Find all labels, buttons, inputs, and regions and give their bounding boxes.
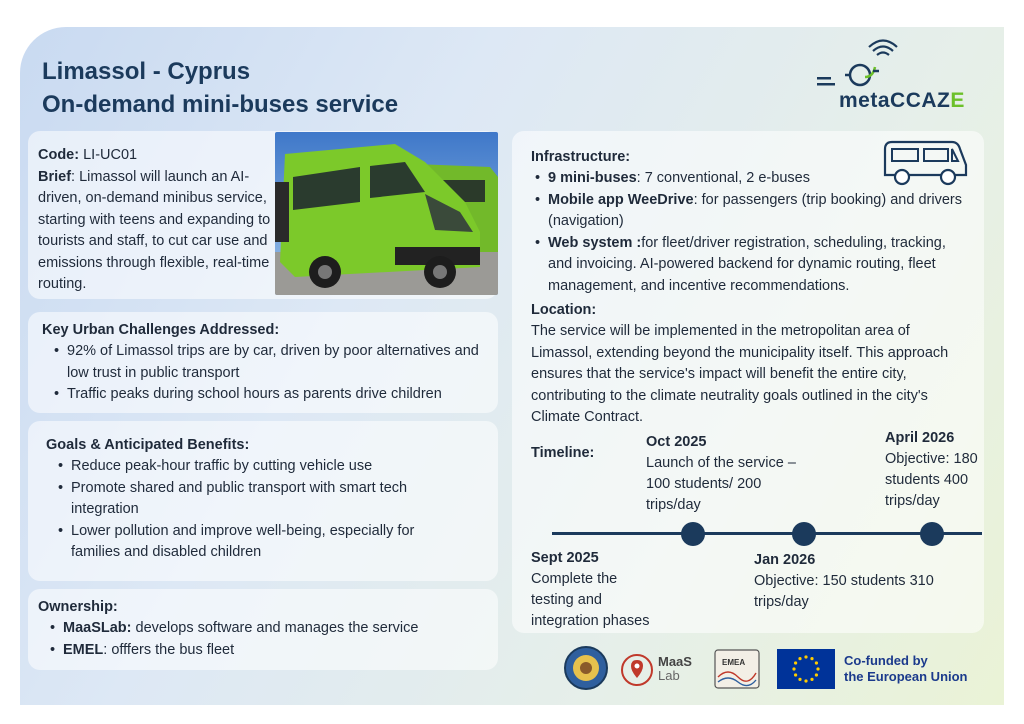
van-icon	[880, 137, 970, 189]
maas-pin-icon	[620, 653, 654, 687]
list-item: • 92% of Limassol trips are by car, driven by poor alternatives and low trust in public transport	[54, 341, 488, 384]
ownership-title: Ownership:	[38, 599, 118, 615]
timeline-dot-april-2026	[920, 522, 944, 546]
plug-icon	[817, 65, 879, 86]
metaccaze-logo	[815, 37, 990, 117]
logo-text: metaCCAZE	[839, 89, 965, 112]
list-item: • Mobile app WeeDrive: for passengers (trip booking) and drivers (navigation)	[535, 190, 972, 233]
goals-panel	[28, 421, 498, 581]
title-line-2: On-demand mini-buses service	[42, 91, 399, 118]
milestone-sept-2025: Sept 2025 Complete the testing and integration phases	[531, 550, 650, 629]
milestone-oct-2025: Oct 2025 Launch of the service – 100 students/ 200 trips/day	[646, 434, 796, 513]
goals-list	[46, 456, 488, 564]
limassol-seal-icon	[563, 645, 609, 691]
list-item: • 9 mini-buses: 7 conventional, 2 e-buses	[535, 168, 972, 190]
use-case-card	[20, 27, 1004, 705]
emel-logo: EMEA	[714, 649, 760, 689]
list-item: • MaaSLab: develops software and manages the service	[50, 618, 488, 640]
eu-cofunded-text: Co-funded by the European Union	[844, 653, 968, 684]
code-line: Code: LI-UC01	[38, 147, 138, 163]
list-item: • Web system :for fleet/driver registration, scheduling, tracking, and invoicing. AI-powered backend for dynamic routing, fleet management, and incentive recommendations.	[535, 233, 972, 298]
emel-icon	[714, 649, 760, 689]
page-title	[42, 55, 398, 121]
milestone-april-2026: April 2026 Objective: 180 students 400 trips/day	[885, 430, 978, 509]
list-item: • Lower pollution and improve well-being, especially for families and disabled children	[58, 521, 458, 564]
list-item: • Reduce peak-hour traffic by cutting vehicle use	[58, 456, 458, 478]
challenges-panel	[28, 312, 498, 413]
timeline-axis	[552, 532, 982, 535]
infrastructure-title: Infrastructure:	[531, 149, 631, 165]
challenges-title: Key Urban Challenges Addressed:	[42, 322, 280, 338]
maaslab-logo: MaaS Lab	[620, 653, 690, 687]
goals-title: Goals & Anticipated Benefits:	[46, 437, 250, 453]
timeline-dot-oct-2025	[681, 522, 705, 546]
list-item: • EMEL: offfers the bus fleet	[50, 640, 488, 662]
timeline-dot-jan-2026	[792, 522, 816, 546]
ownership-list	[38, 618, 488, 661]
list-item: • Traffic peaks during school hours as parents drive children	[54, 384, 488, 406]
challenges-list	[42, 341, 488, 406]
minibus-photo	[275, 132, 498, 295]
eu-flag-icon	[777, 649, 835, 689]
location-text: The service will be implemented in the metropolitan area of Limassol, extending beyond the municipality itself. This approach ensures that the service's impact will benefit the entire city, contributing to the climate neutrality goals outlined in the city's Climate Contract.	[531, 323, 949, 425]
title-line-1: Limassol - Cyprus	[42, 58, 251, 85]
timeline-label: Timeline:	[531, 444, 595, 461]
ownership-panel	[28, 589, 498, 670]
brief-line: Brief: Limassol will launch an AI-driven, on-demand minibus service, starting with teens and expanding to tourists and staff, to cut car use and emissions through flexible, real-time routing.	[38, 168, 271, 292]
list-item: • Promote shared and public transport with smart tech integration	[58, 478, 458, 521]
location-title: Location:	[531, 302, 597, 318]
milestone-jan-2026: Jan 2026 Objective: 150 students 310 trips/day	[754, 552, 934, 610]
